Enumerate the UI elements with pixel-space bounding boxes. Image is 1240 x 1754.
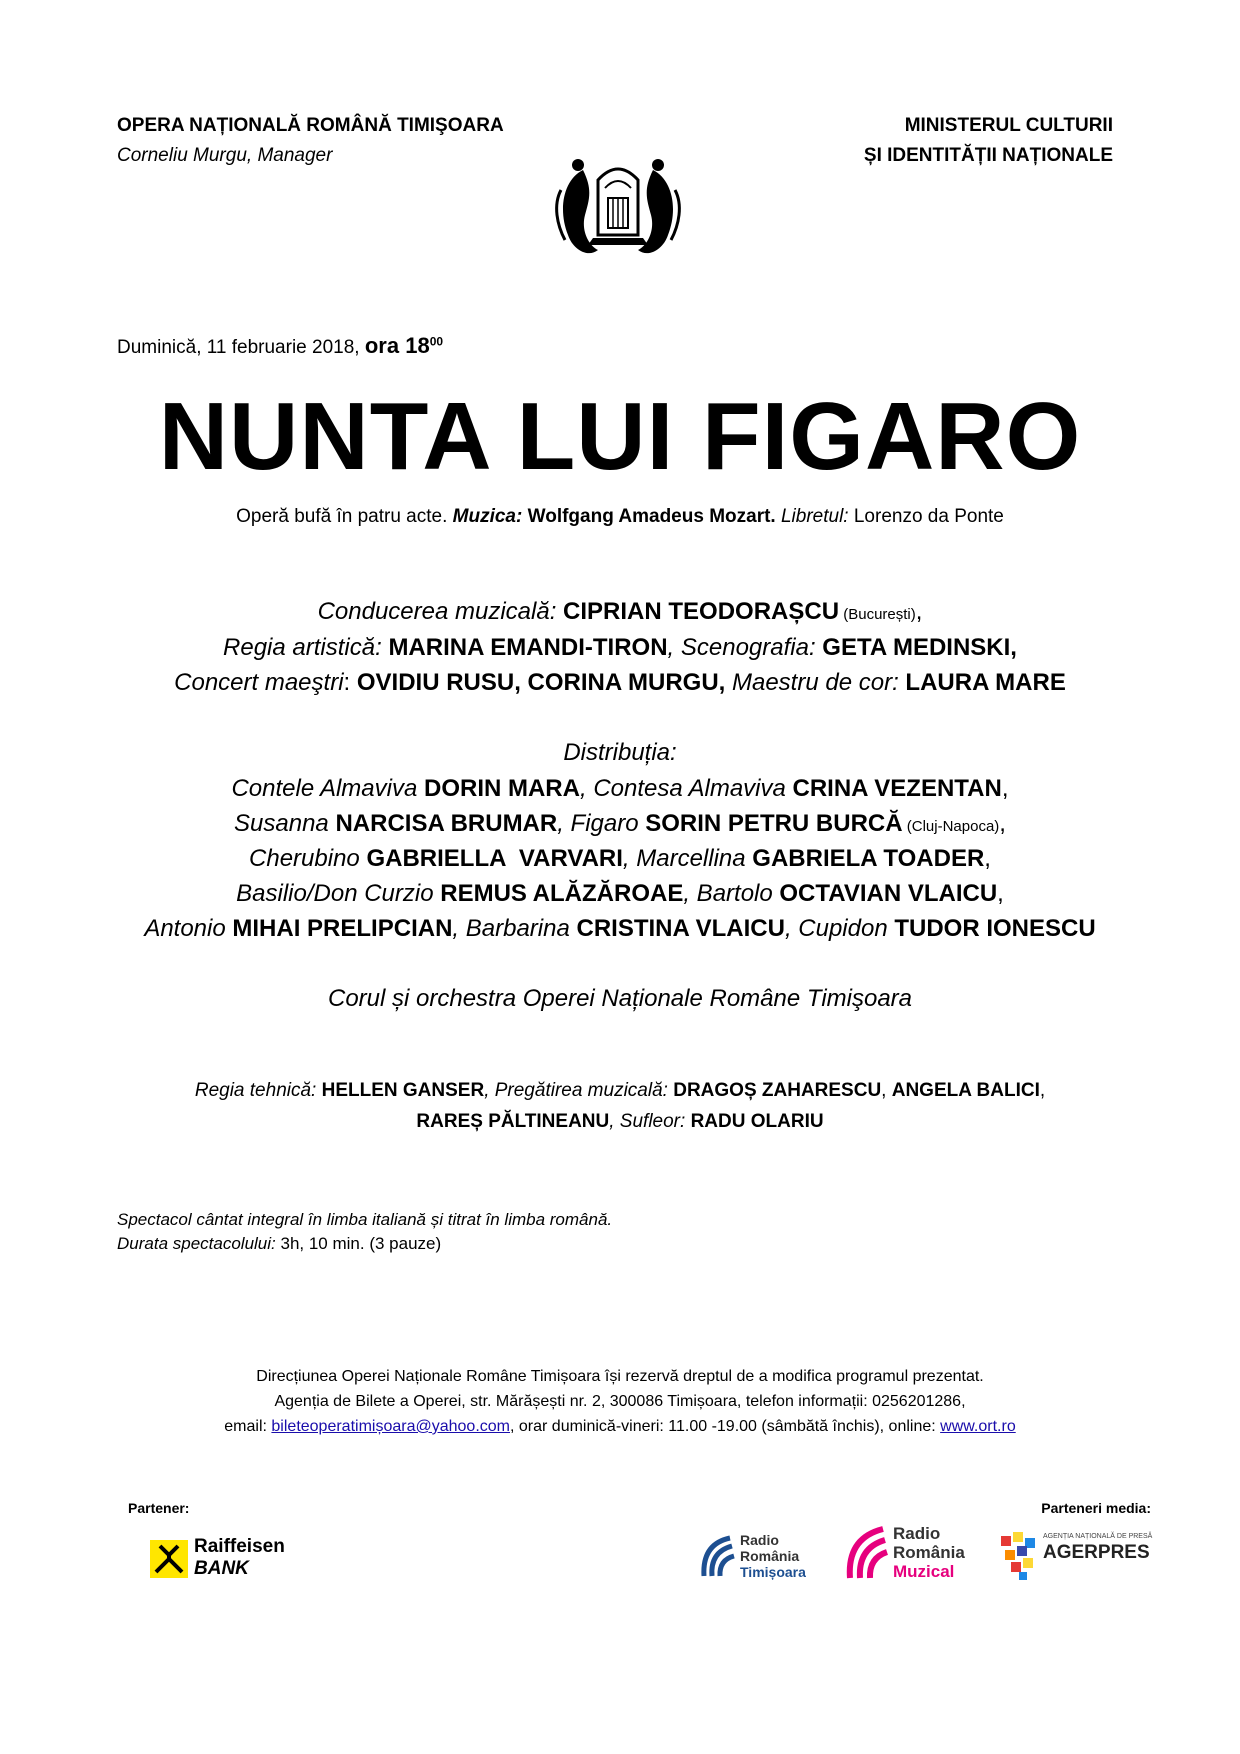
role: , Contesa Almaviva bbox=[579, 775, 793, 802]
agerpres-emblem-icon bbox=[997, 1530, 1041, 1582]
duration-label: Durata spectacolului: bbox=[117, 1234, 276, 1253]
time-minutes: 00 bbox=[429, 334, 444, 349]
person: DORIN MARA bbox=[423, 775, 580, 802]
rrm-wave-icon bbox=[845, 1524, 889, 1582]
chorus-line: Corul și orchestra Operei Naționale Române Timişoara bbox=[327, 985, 913, 1012]
raiffeisen-text: Raiffeisen bbox=[194, 1536, 285, 1557]
desc-text: Operă bufă în patru acte. bbox=[236, 506, 453, 527]
cast-line-4 bbox=[0, 876, 1240, 912]
rrt-line-3: Timișoara bbox=[740, 1564, 806, 1580]
date-text: Duminică, 11 februarie 2018, bbox=[117, 337, 365, 358]
cast-line-5 bbox=[0, 911, 1240, 947]
language-note: Spectacol cântat integral în limba italiană și titrat în limba română. bbox=[117, 1210, 613, 1229]
partner-label: Partener: bbox=[128, 1500, 190, 1516]
cast-line-1 bbox=[0, 771, 1240, 807]
person: ANGELA BALICI bbox=[891, 1080, 1040, 1101]
person: RADU OLARIU bbox=[690, 1111, 824, 1132]
desc-composer: Wolfgang Amadeus Mozart. bbox=[522, 506, 776, 527]
cast-line-2 bbox=[0, 806, 1240, 845]
rrt-wave-icon bbox=[700, 1534, 736, 1580]
opera-description bbox=[0, 503, 1240, 531]
person: SORIN PETRU BURCĂ bbox=[645, 810, 903, 837]
time-text: ora 18 bbox=[364, 333, 430, 358]
role: Concert maeştri bbox=[174, 669, 344, 696]
role: Regia tehnică: bbox=[194, 1080, 322, 1101]
technical-line-2 bbox=[0, 1107, 1240, 1137]
role: , Bartolo bbox=[683, 880, 780, 907]
punct: , bbox=[997, 880, 1004, 907]
person: GETA MEDINSKI, bbox=[822, 634, 1017, 661]
desc-libretto-label: Libretul: bbox=[775, 506, 849, 527]
person: RAREȘ PĂLTINEANU bbox=[416, 1111, 610, 1132]
footer-line-3 bbox=[0, 1414, 1240, 1439]
role: Conducerea muzicală: bbox=[317, 598, 564, 625]
role: , Marcellina bbox=[622, 845, 753, 872]
rrt-line-2: România bbox=[740, 1548, 800, 1564]
role: , Barbarina bbox=[452, 915, 577, 942]
person: MARINA EMANDI-TIRON bbox=[388, 634, 668, 661]
manager-line: Corneliu Murgu, Manager bbox=[117, 145, 333, 166]
duration-value: 3h, 10 min. (3 pauze) bbox=[275, 1234, 442, 1253]
radio-romania-muzical-logo bbox=[845, 1518, 995, 1590]
city: (Cluj-Napoca) bbox=[902, 818, 1000, 835]
page-title: NUNTA LUI FIGARO bbox=[158, 383, 1082, 490]
punct: , bbox=[1039, 1080, 1046, 1101]
role: Cherubino bbox=[249, 845, 367, 872]
email-label: email: bbox=[224, 1418, 272, 1435]
opera-emblem-icon bbox=[553, 150, 683, 265]
ministry-line-2: ȘI IDENTITĂȚII NAȚIONALE bbox=[863, 145, 1113, 166]
technical-line-1 bbox=[0, 1076, 1240, 1106]
cast-line-3 bbox=[0, 841, 1240, 877]
role: , Pregătirea muzicală: bbox=[484, 1080, 674, 1101]
person: GABRIELA TOADER bbox=[752, 845, 985, 872]
punct: , bbox=[881, 1080, 892, 1101]
rrm-line-3: Muzical bbox=[893, 1562, 955, 1581]
agerpres-logo bbox=[997, 1526, 1157, 1588]
person: NARCISA BRUMAR bbox=[335, 810, 558, 837]
footer-line-2: Agenția de Bilete a Operei, str. Mărășești nr. 2, 300086 Timișoara, telefon informații: 0256201286, bbox=[274, 1393, 966, 1410]
agerpres-text: AGERPRES bbox=[1043, 1542, 1150, 1563]
rrm-line-1: Radio bbox=[893, 1524, 941, 1543]
raiffeisen-logo bbox=[150, 1536, 310, 1586]
role: , Figaro bbox=[557, 810, 646, 837]
punct: , bbox=[984, 845, 991, 872]
email-link[interactable]: bileteoperatimișoara@yahoo.com bbox=[271, 1418, 510, 1435]
person: TUDOR IONESCU bbox=[894, 915, 1096, 942]
role: Susanna bbox=[234, 810, 336, 837]
role: Antonio bbox=[144, 915, 233, 942]
person: DRAGOȘ ZAHARESCU bbox=[673, 1080, 882, 1101]
cast-heading: Distribuția: bbox=[563, 739, 677, 766]
person: OVIDIU RUSU, CORINA MURGU, bbox=[356, 669, 726, 696]
event-date bbox=[117, 333, 443, 359]
credits-line-3 bbox=[0, 665, 1240, 701]
footer-line-1: Direcțiunea Operei Naționale Române Timișoara își rezervă dreptul de a modifica programul prezentat. bbox=[256, 1368, 984, 1385]
role: , Sufleor: bbox=[609, 1111, 691, 1132]
person: HELLEN GANSER bbox=[321, 1080, 485, 1101]
duration-note bbox=[117, 1232, 441, 1256]
role: Maestru de cor: bbox=[725, 669, 906, 696]
desc-librettist: Lorenzo da Ponte bbox=[848, 506, 1004, 527]
role: Contele Almaviva bbox=[231, 775, 424, 802]
role: , Scenografia: bbox=[667, 634, 823, 661]
person: CRISTINA VLAICU bbox=[576, 915, 785, 942]
person: GABRIELLA VARVARI bbox=[366, 845, 623, 872]
punct: , bbox=[999, 810, 1006, 837]
rrt-line-1: Radio bbox=[740, 1532, 779, 1548]
role: , Cupidon bbox=[784, 915, 895, 942]
person: LAURA MARE bbox=[905, 669, 1066, 696]
punct: , bbox=[1001, 775, 1009, 802]
radio-romania-timisoara-logo bbox=[700, 1528, 830, 1588]
punct: : bbox=[343, 669, 357, 696]
person: CRINA VEZENTAN bbox=[792, 775, 1002, 802]
person: OCTAVIAN VLAICU bbox=[779, 880, 998, 907]
hours-text: , orar duminică-vineri: 11.00 -19.00 (sâmbătă închis), online: bbox=[510, 1418, 941, 1435]
media-partners-label: Parteneri media: bbox=[1041, 1500, 1151, 1516]
person: REMUS ALĂZĂROAE bbox=[440, 880, 684, 907]
city: (București) bbox=[839, 606, 916, 623]
raiffeisen-bank-text: BANK bbox=[194, 1558, 249, 1579]
credits-line-1 bbox=[0, 594, 1240, 633]
agerpres-subtitle: AGENȚIA NAȚIONALĂ DE PRESĂ bbox=[1043, 1533, 1153, 1540]
person: CIPRIAN TEODORAȘCU bbox=[563, 598, 840, 625]
raiffeisen-emblem-icon bbox=[150, 1540, 188, 1578]
role: Regia artistică: bbox=[223, 634, 389, 661]
role: Basilio/Don Curzio bbox=[236, 880, 441, 907]
ministry-line-1: MINISTERUL CULTURII bbox=[904, 115, 1113, 136]
institution-name: OPERA NAȚIONALĂ ROMÂNĂ TIMIŞOARA bbox=[117, 115, 504, 136]
rrm-line-2: România bbox=[893, 1543, 965, 1562]
desc-music-label: Muzica: bbox=[452, 506, 523, 527]
punct: , bbox=[915, 598, 923, 625]
credits-line-2 bbox=[0, 630, 1240, 666]
website-link[interactable]: www.ort.ro bbox=[940, 1418, 1016, 1435]
person: MIHAI PRELIPCIAN bbox=[232, 915, 453, 942]
